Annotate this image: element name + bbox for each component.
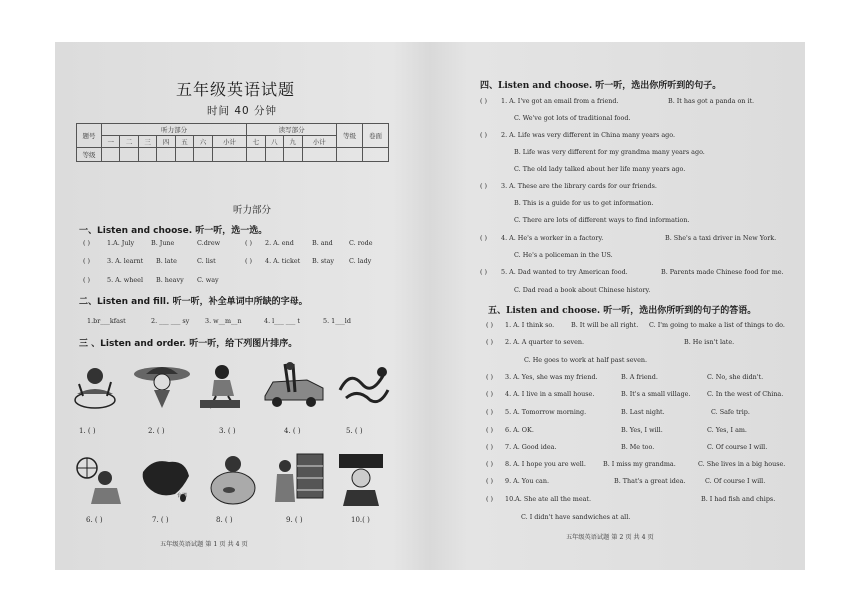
option-b: B. Life was very different for my grandma many years ago. bbox=[514, 148, 705, 156]
choice-c: C. lady bbox=[349, 257, 372, 265]
section-2-title: 二、Listen and fill. 听一听，补全单词中所缺的字母。 bbox=[79, 297, 308, 307]
option-a: 1. A. I think so. bbox=[505, 321, 555, 329]
choice-b: B. heavy bbox=[156, 276, 184, 284]
score-cell[interactable] bbox=[194, 148, 212, 162]
q-bracket[interactable]: ( ) bbox=[83, 276, 91, 284]
section-1-title: 一、Listen and choose. 听一听，选一选。 bbox=[79, 226, 268, 236]
option-c: C. Yes, I am. bbox=[707, 426, 747, 434]
option-c: C. I didn't have sandwiches at all. bbox=[521, 513, 631, 521]
section-5-title: 五、Listen and choose. 听一听，选出你所听到的句子的答语。 bbox=[488, 306, 757, 316]
picture-3-girl-with-skates bbox=[198, 360, 256, 412]
option-a: 6. A. OK. bbox=[505, 426, 534, 434]
score-table-header: 等级 bbox=[337, 124, 363, 148]
picture-8-fish-bowl bbox=[205, 450, 261, 506]
q-bracket[interactable]: ( ) bbox=[480, 234, 488, 242]
option-b: B. It's a small village. bbox=[621, 390, 691, 398]
option-a: 10.A. She ate all the meat. bbox=[505, 495, 592, 503]
score-cell[interactable] bbox=[363, 148, 389, 162]
choice-c: C. rode bbox=[349, 239, 373, 247]
q-bracket[interactable]: ( ) bbox=[480, 131, 488, 139]
score-table-header: 卷面 bbox=[363, 124, 389, 148]
score-table-col: 八 bbox=[265, 136, 283, 148]
option-c: C. Dad read a book about Chinese history. bbox=[514, 286, 651, 294]
picture-4-man-and-car bbox=[263, 362, 327, 408]
score-cell[interactable] bbox=[102, 148, 120, 162]
score-cell[interactable] bbox=[247, 148, 265, 162]
option-a: 8. A. I hope you are well. bbox=[505, 460, 586, 468]
score-table-col: 小计 bbox=[212, 136, 246, 148]
choice-a: 4. A. ticket bbox=[265, 257, 301, 265]
picture-1-child-in-tub bbox=[71, 360, 119, 410]
option-c: C. The old lady talked about her life many years ago. bbox=[514, 165, 686, 173]
option-c: C. There are lots of different ways to find information. bbox=[514, 216, 690, 224]
q-bracket[interactable]: ( ) bbox=[480, 268, 488, 276]
score-table bbox=[76, 123, 389, 162]
option-a: 5. A. Tomorrow morning. bbox=[505, 408, 587, 416]
option-a: 7. A. Good idea. bbox=[505, 443, 557, 451]
fill-word[interactable]: 1.br___kfast bbox=[87, 317, 126, 325]
map-label: 台湾 bbox=[177, 493, 188, 499]
option-b: B. Last night. bbox=[621, 408, 665, 416]
picture-5-dragon bbox=[336, 360, 390, 408]
exam-title: 五年级英语试题 bbox=[176, 80, 296, 99]
order-blank-4[interactable]: 4. ( ) bbox=[284, 427, 301, 435]
score-table-col: 五 bbox=[175, 136, 193, 148]
q-bracket[interactable]: ( ) bbox=[486, 460, 494, 468]
exam-paper-scan bbox=[55, 42, 805, 570]
option-a: 1. A. I've got an email from a friend. bbox=[501, 97, 619, 105]
choice-c: C. way bbox=[197, 276, 219, 284]
option-c: C. No, she didn't. bbox=[707, 373, 764, 381]
score-table-col: 六 bbox=[194, 136, 212, 148]
option-c: C. I'm going to make a list of things to do. bbox=[649, 321, 785, 329]
score-cell[interactable] bbox=[120, 148, 138, 162]
fill-word[interactable]: 4. l___ ___ t bbox=[264, 317, 300, 325]
q-bracket[interactable]: ( ) bbox=[480, 97, 488, 105]
option-a: 5. A. Dad wanted to try American food. bbox=[501, 268, 628, 276]
option-b: B. I had fish and chips. bbox=[701, 495, 776, 503]
option-c: C. Of course I will. bbox=[707, 443, 768, 451]
option-b: B. It has got a panda on it. bbox=[668, 97, 755, 105]
choice-a: 1.A. July bbox=[107, 239, 135, 247]
option-b: B. Parents made Chinese food for me. bbox=[661, 268, 784, 276]
option-a: 3. A. Yes, she was my friend. bbox=[505, 373, 598, 381]
score-table-col: 二 bbox=[120, 136, 138, 148]
choice-b: B. and bbox=[312, 239, 333, 247]
order-blank-1[interactable]: 1. ( ) bbox=[79, 427, 96, 435]
option-b: B. This is a guide for us to get information. bbox=[514, 199, 654, 207]
q-bracket[interactable]: ( ) bbox=[486, 373, 494, 381]
listening-heading: 听力部分 bbox=[233, 205, 272, 216]
choice-a: 3. A. learnt bbox=[107, 257, 144, 265]
score-cell[interactable] bbox=[265, 148, 283, 162]
left-page-footer: 五年级英语试题 第 1 页 共 4 页 bbox=[160, 541, 248, 548]
q-bracket[interactable]: ( ) bbox=[83, 239, 91, 247]
option-c: C. He goes to work at half past seven. bbox=[524, 356, 648, 364]
option-c: C. She lives in a big house. bbox=[698, 460, 786, 468]
option-a: 2. A. Life was very different in China many years ago. bbox=[501, 131, 676, 139]
q-bracket[interactable]: ( ) bbox=[480, 182, 488, 190]
order-blank-9[interactable]: 9. ( ) bbox=[286, 516, 303, 524]
option-c: C. Safe trip. bbox=[711, 408, 750, 416]
score-cell[interactable] bbox=[212, 148, 246, 162]
option-b: B. She's a taxi driver in New York. bbox=[665, 234, 777, 242]
score-cell[interactable] bbox=[284, 148, 302, 162]
score-table-row-label: 等级 bbox=[77, 148, 102, 162]
q-bracket[interactable]: ( ) bbox=[486, 495, 494, 503]
order-blank-3[interactable]: 3. ( ) bbox=[219, 427, 236, 435]
option-b: B. That's a great idea. bbox=[614, 477, 686, 485]
q-bracket[interactable]: ( ) bbox=[486, 426, 494, 434]
choice-b: B. late bbox=[156, 257, 177, 265]
q-bracket[interactable]: ( ) bbox=[83, 257, 91, 265]
option-a: 4. A. I live in a small house. bbox=[505, 390, 595, 398]
score-table-col: 七 bbox=[247, 136, 265, 148]
score-table-header: 题号 bbox=[77, 124, 102, 148]
option-a: 9. A. You can. bbox=[505, 477, 550, 485]
right-page-footer: 五年级英语试题 第 2 页 共 4 页 bbox=[566, 534, 654, 541]
order-blank-6[interactable]: 6. ( ) bbox=[86, 516, 103, 524]
score-cell[interactable] bbox=[175, 148, 193, 162]
choice-b: B. June bbox=[151, 239, 175, 247]
exam-time: 时间 40 分钟 bbox=[207, 105, 278, 117]
score-table-col: 四 bbox=[157, 136, 175, 148]
fill-word[interactable]: 2. ___ ___ sy bbox=[151, 317, 190, 325]
choice-a: 2. A. end bbox=[265, 239, 294, 247]
q-bracket[interactable]: ( ) bbox=[245, 239, 253, 247]
order-blank-8[interactable]: 8. ( ) bbox=[216, 516, 233, 524]
option-b: B. Yes, I will. bbox=[621, 426, 663, 434]
choice-a: 5. A. wheel bbox=[107, 276, 144, 284]
q-bracket[interactable]: ( ) bbox=[486, 443, 494, 451]
option-b: B. It will be all right. bbox=[571, 321, 639, 329]
q-bracket[interactable]: ( ) bbox=[486, 390, 494, 398]
score-cell[interactable] bbox=[138, 148, 156, 162]
choice-c: C.drew bbox=[197, 239, 221, 247]
score-cell[interactable] bbox=[337, 148, 363, 162]
q-bracket[interactable]: ( ) bbox=[486, 477, 494, 485]
option-a: 2. A. A quarter to seven. bbox=[505, 338, 585, 346]
q-bracket[interactable]: ( ) bbox=[486, 321, 494, 329]
option-b: B. He isn't late. bbox=[684, 338, 735, 346]
option-a: 4. A. He's a worker in a factory. bbox=[501, 234, 604, 242]
section-4-title: 四、Listen and choose. 听一听，选出你所听到的句子。 bbox=[480, 81, 722, 91]
option-b: B. I miss my grandma. bbox=[603, 460, 676, 468]
picture-2-girl-with-hat bbox=[132, 360, 192, 410]
option-a: 3. A. These are the library cards for our friends. bbox=[501, 182, 657, 190]
fill-word[interactable]: 3. w__m__n bbox=[205, 317, 242, 325]
order-blank-10[interactable]: 10.( ) bbox=[351, 516, 370, 524]
section-3-title: 三 、Listen and order. 听一听，给下列图片排序。 bbox=[79, 339, 298, 349]
q-bracket[interactable]: ( ) bbox=[245, 257, 253, 265]
picture-9-bookshelf bbox=[273, 452, 325, 506]
score-table-col: 一 bbox=[102, 136, 120, 148]
option-c: C. Of course I will. bbox=[705, 477, 766, 485]
choice-c: C. list bbox=[197, 257, 216, 265]
score-cell[interactable] bbox=[302, 148, 336, 162]
fill-word[interactable]: 5. 1___ld bbox=[323, 317, 351, 325]
option-b: B. A friend. bbox=[621, 373, 658, 381]
choice-b: B. stay bbox=[312, 257, 335, 265]
q-bracket[interactable]: ( ) bbox=[486, 408, 494, 416]
order-blank-2[interactable]: 2. ( ) bbox=[148, 427, 165, 435]
option-c: C. He's a policeman in the US. bbox=[514, 251, 613, 259]
option-b: B. Me too. bbox=[621, 443, 655, 451]
option-c: C. In the west of China. bbox=[707, 390, 784, 398]
score-table-header: 读写部分 bbox=[247, 124, 337, 136]
score-table-col: 小计 bbox=[302, 136, 336, 148]
picture-6-boy-with-globe bbox=[73, 454, 125, 506]
order-blank-5[interactable]: 5. ( ) bbox=[346, 427, 363, 435]
score-table-col: 九 bbox=[284, 136, 302, 148]
score-table-col: 三 bbox=[138, 136, 156, 148]
order-blank-7[interactable]: 7. ( ) bbox=[152, 516, 169, 524]
option-c: C. We've got lots of traditional food. bbox=[514, 114, 631, 122]
picture-10-teacher bbox=[335, 452, 387, 506]
q-bracket[interactable]: ( ) bbox=[486, 338, 494, 346]
score-cell[interactable] bbox=[157, 148, 175, 162]
score-table-header: 听力部分 bbox=[102, 124, 247, 136]
